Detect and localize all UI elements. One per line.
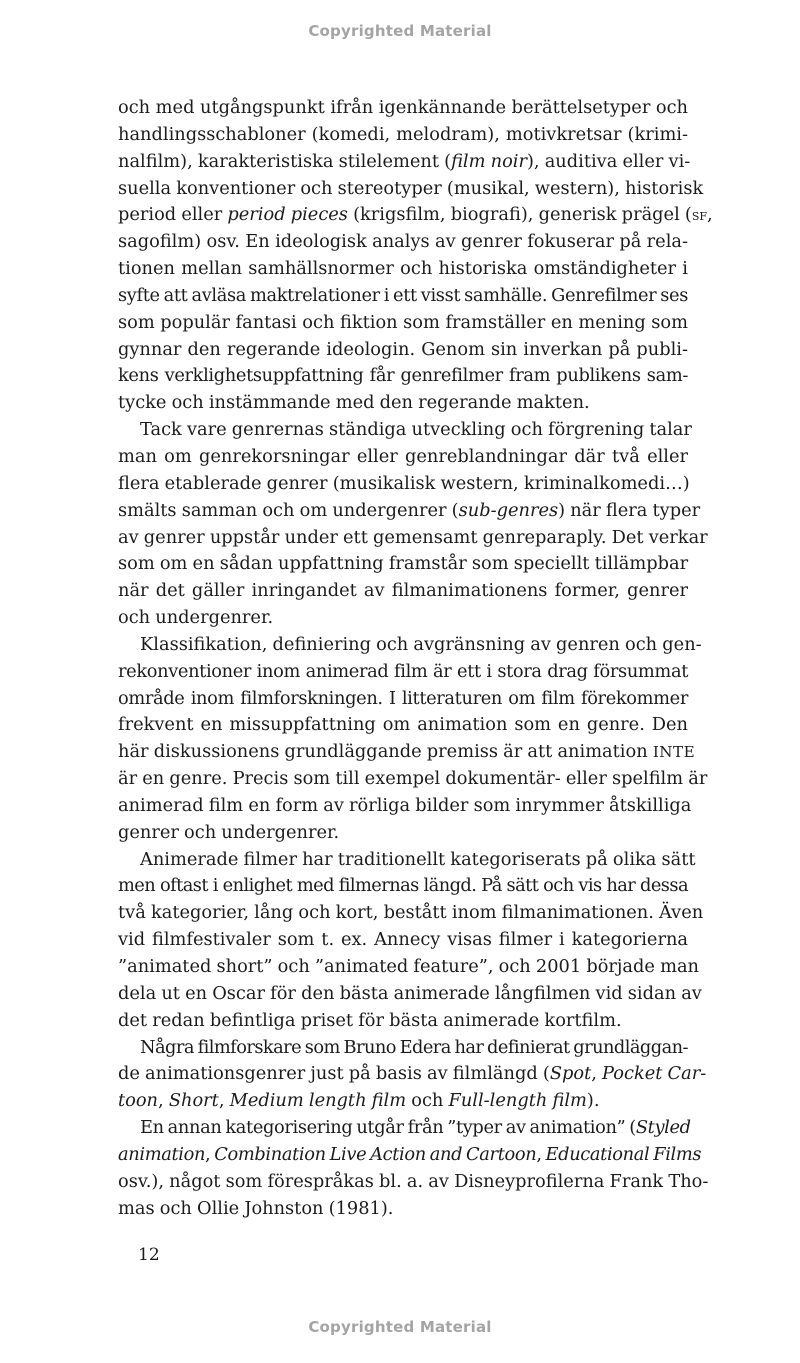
text-line: rekonventioner inom animerad film är ett i stora drag försummat [118, 660, 688, 682]
text-line: och undergenrer. [118, 607, 274, 629]
text-line: sagofilm) osv. En ideologisk analys av genrer fokuserar på rela- [118, 231, 688, 253]
text-line: område inom filmforskningen. I litteraturen om film förekommer [118, 687, 688, 709]
copyright-watermark-top: Copyrighted Material [308, 22, 492, 40]
text-line: två kategorier, lång och kort, bestått inom filmanimationen. Även [118, 902, 704, 924]
text-line: gynnar den regerande ideologin. Genom sin inverkan på publi- [118, 338, 688, 360]
text-line: man om genrekorsningar eller genreblandningar där två eller [118, 445, 688, 467]
text-line: suella konventioner och stereotyper (musikal, western), historisk [118, 177, 704, 199]
text-line: och med utgångspunkt ifrån igenkännande berättelsetyper och [118, 97, 688, 118]
text-line: när det gäller inringandet av filmanimationens former, genrer [118, 580, 688, 602]
text-line: men oftast i enlighet med filmernas längd. På sätt och vis har dessa [118, 875, 688, 897]
text-line: smälts samman och om undergenrer (sub-genres) när flera typer [118, 499, 701, 521]
text-line: handlingsschabloner (komedi, melodram), motivkretsar (krimi- [118, 123, 688, 145]
page-number: 12 [138, 1245, 160, 1265]
text-line: period eller period pieces (krigsfilm, biografi), generisk prägel (sf, [118, 204, 713, 226]
text-line: osv.), något som förespråkas bl. a. av Disneyprofilerna Frank Tho- [118, 1170, 709, 1192]
text-line: toon, Short, Medium length film och Full-length film). [118, 1090, 600, 1112]
text-line: Klassifikation, definiering och avgränsning av genren och gen- [140, 633, 702, 655]
text-line: de animationsgenrer just på basis av filmlängd (Spot, Pocket Car- [118, 1063, 707, 1085]
text-line: som populär fantasi och fiktion som framställer en mening som [118, 311, 688, 333]
text-line: nalfilm), karakteristiska stilelement (film noir), auditiva eller vi- [118, 150, 691, 172]
text-line: tycke och instämmande med den regerande makten. [118, 392, 590, 414]
text-line: är en genre. Precis som till exempel dokumentär- eller spelfilm är [118, 768, 708, 790]
text-line: som om en sådan uppfattning framstår som speciellt tillämpbar [118, 553, 689, 575]
text-line: här diskussionens grundläggande premiss är att animation INTE [118, 741, 696, 763]
text-line: frekvent en missuppfattning om animation som en genre. Den [118, 714, 688, 736]
text-line: av genrer uppstår under ett gemensamt genreparaply. Det verkar [118, 526, 708, 548]
copyright-watermark-bottom: Copyrighted Material [308, 1318, 492, 1336]
text-line: tionen mellan samhällsnormer och historiska omständigheter i [118, 258, 688, 280]
text-line: dela ut en Oscar för den bästa animerade långfilmen vid sidan av [118, 982, 702, 1004]
text-line: det redan befintliga priset för bästa animerade kortfilm. [118, 1009, 622, 1031]
text-line: animation, Combination Live Action and Cartoon, Educational Films [118, 1143, 702, 1165]
text-line: genrer och undergenrer. [118, 821, 340, 843]
body-text [118, 95, 713, 1222]
text-line: kens verklighetsuppfattning får genrefilmer fram publikens sam- [118, 365, 688, 387]
text-line: Tack vare genrernas ständiga utveckling och förgrening talar [140, 419, 692, 441]
text-line: En annan kategorisering utgår från ”typer av animation” (Styled [140, 1117, 691, 1139]
text-line: vid filmfestivaler som t. ex. Annecy visas filmer i kategorierna [118, 929, 688, 951]
text-line: Några filmforskare som Bruno Edera har definierat grundläggan- [140, 1036, 688, 1058]
text-line: Animerade filmer har traditionellt kategoriserats på olika sätt [140, 848, 696, 870]
text-line: animerad film en form av rörliga bilder som inrymmer åtskilliga [118, 794, 692, 816]
text-line: syfte att avläsa maktrelationer i ett visst samhälle. Genrefilmer ses [118, 284, 688, 306]
text-line: mas och Ollie Johnston (1981). [118, 1197, 394, 1219]
text-line: flera etablerade genrer (musikalisk western, kriminalkomedi…) [118, 472, 690, 494]
text-line: ”animated short” och ”animated feature”, och 2001 började man [118, 956, 699, 977]
